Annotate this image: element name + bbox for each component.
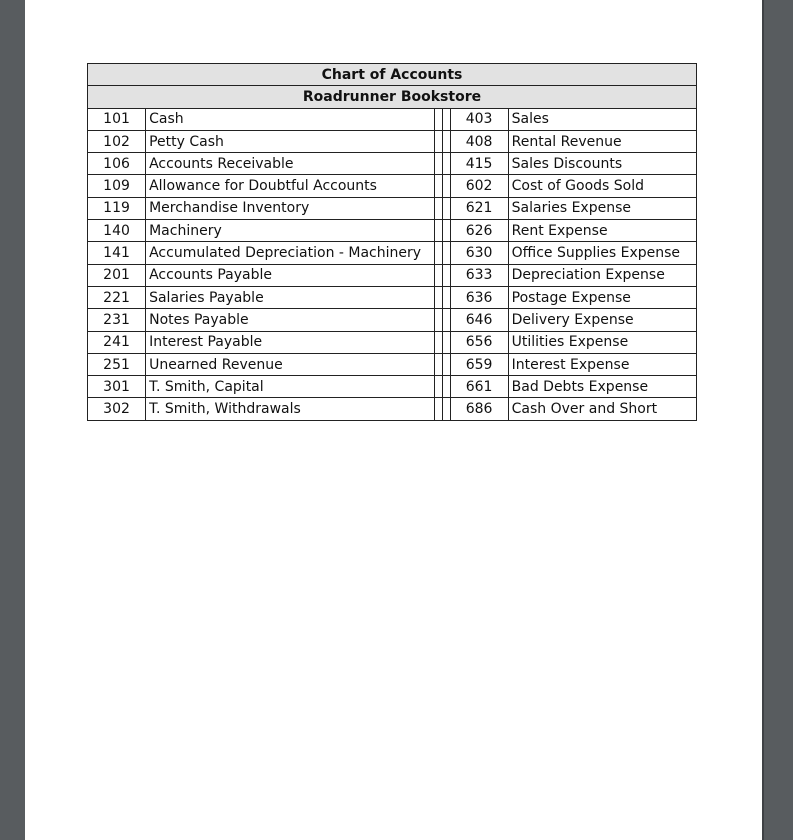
right-account-number: 686 [450,398,508,420]
column-gap [434,398,442,420]
table-row [88,398,697,420]
column-gap [442,153,450,175]
column-gap [442,197,450,219]
right-account-name: Delivery Expense [508,309,696,331]
column-gap [442,331,450,353]
right-account-number: 636 [450,286,508,308]
right-account-name: Depreciation Expense [508,264,696,286]
table-row [88,175,697,197]
chart-of-accounts-table [87,63,697,421]
right-account-number: 621 [450,197,508,219]
left-account-name: T. Smith, Withdrawals [146,398,434,420]
left-account-number: 140 [88,220,146,242]
right-account-number: 659 [450,353,508,375]
right-account-number: 408 [450,130,508,152]
column-gap [442,242,450,264]
left-account-number: 201 [88,264,146,286]
right-account-number: 626 [450,220,508,242]
right-account-name: Cost of Goods Sold [508,175,696,197]
left-account-number: 231 [88,309,146,331]
column-gap [434,264,442,286]
left-account-name: Notes Payable [146,309,434,331]
right-account-number: 656 [450,331,508,353]
page-edge [762,0,764,840]
left-account-number: 102 [88,130,146,152]
left-account-number: 221 [88,286,146,308]
left-account-name: Allowance for Doubtful Accounts [146,175,434,197]
table-company-row [88,86,697,108]
table-row [88,130,697,152]
table-row [88,264,697,286]
right-account-name: Interest Expense [508,353,696,375]
column-gap [434,242,442,264]
left-account-number: 109 [88,175,146,197]
right-account-name: Bad Debts Expense [508,376,696,398]
right-account-number: 661 [450,376,508,398]
column-gap [434,286,442,308]
column-gap [442,264,450,286]
table-row [88,309,697,331]
left-account-name: Cash [146,108,434,130]
right-account-number: 646 [450,309,508,331]
left-account-name: Petty Cash [146,130,434,152]
column-gap [434,220,442,242]
company-name: Roadrunner Bookstore [88,86,697,108]
column-gap [434,130,442,152]
column-gap [442,220,450,242]
column-gap [442,175,450,197]
column-gap [434,197,442,219]
column-gap [442,108,450,130]
left-account-name: Machinery [146,220,434,242]
right-account-name: Postage Expense [508,286,696,308]
left-account-number: 101 [88,108,146,130]
left-account-name: Merchandise Inventory [146,197,434,219]
column-gap [442,286,450,308]
table-row [88,242,697,264]
left-account-number: 251 [88,353,146,375]
left-account-name: Salaries Payable [146,286,434,308]
left-account-name: Accounts Receivable [146,153,434,175]
right-account-number: 602 [450,175,508,197]
column-gap [434,376,442,398]
column-gap [442,130,450,152]
document-page [25,0,762,840]
left-account-name: T. Smith, Capital [146,376,434,398]
left-account-name: Unearned Revenue [146,353,434,375]
column-gap [434,108,442,130]
table-title-row [88,64,697,86]
right-account-number: 630 [450,242,508,264]
left-account-number: 301 [88,376,146,398]
column-gap [434,153,442,175]
column-gap [434,353,442,375]
right-account-name: Rent Expense [508,220,696,242]
left-account-name: Accumulated Depreciation - Machinery [146,242,434,264]
left-account-number: 141 [88,242,146,264]
left-account-number: 106 [88,153,146,175]
right-account-name: Office Supplies Expense [508,242,696,264]
table-row [88,108,697,130]
column-gap [434,175,442,197]
right-account-name: Sales Discounts [508,153,696,175]
right-account-number: 403 [450,108,508,130]
table-row [88,153,697,175]
column-gap [442,309,450,331]
right-account-name: Sales [508,108,696,130]
left-account-number: 241 [88,331,146,353]
right-account-name: Rental Revenue [508,130,696,152]
left-account-number: 302 [88,398,146,420]
left-account-number: 119 [88,197,146,219]
right-account-name: Cash Over and Short [508,398,696,420]
table-row [88,197,697,219]
right-account-name: Salaries Expense [508,197,696,219]
right-account-number: 415 [450,153,508,175]
column-gap [442,398,450,420]
table-row [88,220,697,242]
left-account-name: Interest Payable [146,331,434,353]
table-row [88,376,697,398]
column-gap [442,353,450,375]
left-account-name: Accounts Payable [146,264,434,286]
table-row [88,331,697,353]
right-account-number: 633 [450,264,508,286]
table-row [88,353,697,375]
table-title: Chart of Accounts [88,64,697,86]
table-row [88,286,697,308]
column-gap [434,309,442,331]
column-gap [434,331,442,353]
column-gap [442,376,450,398]
right-account-name: Utilities Expense [508,331,696,353]
